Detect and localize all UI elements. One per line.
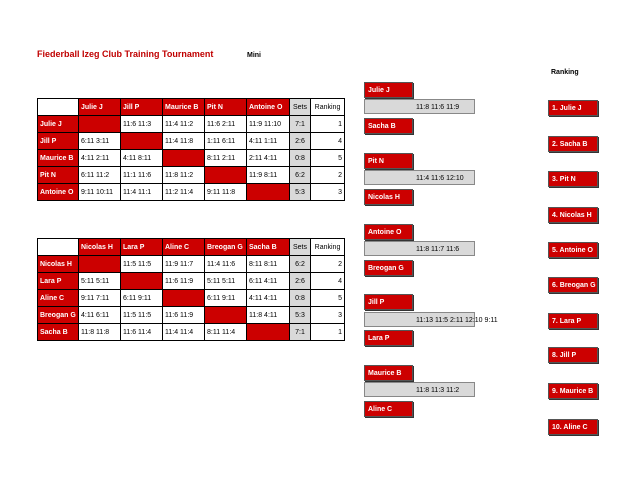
ranking-header: Ranking xyxy=(311,99,345,116)
score-cell: 11:6 2:11 xyxy=(205,116,247,133)
match-score: 11:8 11:3 11:2 xyxy=(364,382,475,397)
self-match-cell xyxy=(121,133,163,150)
column-header: Antoine O xyxy=(247,99,290,116)
table-row xyxy=(38,273,345,290)
score-cell: 4:11 8:11 xyxy=(121,150,163,167)
match-top-player: Pit N xyxy=(364,153,413,169)
match-score: 11:4 11:6 12:10 xyxy=(364,170,475,185)
table-row xyxy=(38,133,345,150)
score-cell: 11:5 11:5 xyxy=(121,307,163,324)
ranking-entry: 5. Antoine O xyxy=(548,242,598,258)
rank-cell: 5 xyxy=(311,290,345,307)
score-cell: 11:1 11:6 xyxy=(121,167,163,184)
column-header: Jill P xyxy=(121,99,163,116)
ranking-entry: 10. Aline C xyxy=(548,419,598,435)
column-header: Julie J xyxy=(79,99,121,116)
tournament-title: Fiederball Izeg Club Training Tournament xyxy=(37,49,214,59)
column-header: Pit N xyxy=(205,99,247,116)
score-cell: 11:6 11:9 xyxy=(163,307,205,324)
score-cell: 4:11 6:11 xyxy=(79,307,121,324)
rank-cell: 2 xyxy=(311,256,345,273)
row-player-name: Antoine O xyxy=(38,184,79,201)
rank-cell: 4 xyxy=(311,133,345,150)
score-cell: 4:11 1:11 xyxy=(247,133,290,150)
self-match-cell xyxy=(79,256,121,273)
match-score: 11:8 11:6 11:9 xyxy=(364,99,475,114)
column-header: Aline C xyxy=(163,239,205,256)
score-cell: 11:8 11:2 xyxy=(163,167,205,184)
score-cell: 11:4 11:6 xyxy=(205,256,247,273)
score-cell: 9:11 7:11 xyxy=(79,290,121,307)
row-player-name: Jill P xyxy=(38,133,79,150)
column-header: Sacha B xyxy=(247,239,290,256)
match-bottom-player: Aline C xyxy=(364,401,413,417)
row-player-name: Sacha B xyxy=(38,324,79,341)
score-cell: 6:11 11:2 xyxy=(79,167,121,184)
row-player-name: Breogan G xyxy=(38,307,79,324)
score-cell: 11:8 11:8 xyxy=(79,324,121,341)
row-player-name: Aline C xyxy=(38,290,79,307)
corner-cell xyxy=(38,239,79,256)
score-cell: 4:11 2:11 xyxy=(79,150,121,167)
ranking-title: Ranking xyxy=(551,69,579,76)
score-cell: 11:4 11:4 xyxy=(163,324,205,341)
table-row xyxy=(38,184,345,201)
score-cell: 11:9 8:11 xyxy=(247,167,290,184)
score-cell: 11:6 11:9 xyxy=(163,273,205,290)
ranking-entry: 4. Nicolas H xyxy=(548,207,598,223)
sets-cell: 5:3 xyxy=(290,307,311,324)
match-score: 11:8 11:7 11:6 xyxy=(364,241,475,256)
match-top-player: Julie J xyxy=(364,82,413,98)
score-cell: 11:5 11:5 xyxy=(121,256,163,273)
match-bottom-player: Breogan G xyxy=(364,260,413,276)
score-cell: 11:4 11:8 xyxy=(163,133,205,150)
self-match-cell xyxy=(121,273,163,290)
match-bottom-player: Nicolas H xyxy=(364,189,413,205)
score-cell: 2:11 4:11 xyxy=(247,150,290,167)
score-cell: 8:11 11:4 xyxy=(205,324,247,341)
score-cell: 11:6 11:4 xyxy=(121,324,163,341)
category-label: Mini xyxy=(247,52,261,59)
rank-cell: 4 xyxy=(311,273,345,290)
group-1-header-row xyxy=(38,99,345,116)
sets-cell: 6:2 xyxy=(290,167,311,184)
rank-cell: 1 xyxy=(311,116,345,133)
corner-cell xyxy=(38,99,79,116)
group-2-table xyxy=(37,238,345,341)
table-row xyxy=(38,324,345,341)
column-header: Breogan G xyxy=(205,239,247,256)
row-player-name: Julie J xyxy=(38,116,79,133)
score-cell: 8:11 8:11 xyxy=(247,256,290,273)
self-match-cell xyxy=(205,167,247,184)
column-header: Nicolas H xyxy=(79,239,121,256)
score-cell: 8:11 2:11 xyxy=(205,150,247,167)
score-cell: 11:6 11:3 xyxy=(121,116,163,133)
match-top-player: Maurice B xyxy=(364,365,413,381)
score-cell: 1:11 6:11 xyxy=(205,133,247,150)
score-cell: 6:11 9:11 xyxy=(121,290,163,307)
column-header: Lara P xyxy=(121,239,163,256)
match-bottom-player: Sacha B xyxy=(364,118,413,134)
match-top-player: Jill P xyxy=(364,294,413,310)
sets-cell: 2:6 xyxy=(290,133,311,150)
self-match-cell xyxy=(163,150,205,167)
match-score: 11:13 11:5 2:11 12:10 9:11 xyxy=(364,312,475,327)
match-bottom-player: Lara P xyxy=(364,330,413,346)
ranking-entry: 2. Sacha B xyxy=(548,136,598,152)
self-match-cell xyxy=(205,307,247,324)
self-match-cell xyxy=(247,184,290,201)
score-cell: 11:8 4:11 xyxy=(247,307,290,324)
row-player-name: Lara P xyxy=(38,273,79,290)
rank-cell: 2 xyxy=(311,167,345,184)
sets-cell: 0:8 xyxy=(290,290,311,307)
score-cell: 11:4 11:1 xyxy=(121,184,163,201)
score-cell: 5:11 5:11 xyxy=(205,273,247,290)
rank-cell: 3 xyxy=(311,184,345,201)
ranking-entry: 1. Julie J xyxy=(548,100,598,116)
table-row xyxy=(38,150,345,167)
score-cell: 11:2 11:4 xyxy=(163,184,205,201)
rank-cell: 3 xyxy=(311,307,345,324)
self-match-cell xyxy=(247,324,290,341)
row-player-name: Nicolas H xyxy=(38,256,79,273)
ranking-entry: 6. Breogan G xyxy=(548,277,598,293)
self-match-cell xyxy=(79,116,121,133)
row-player-name: Pit N xyxy=(38,167,79,184)
score-cell: 11:9 11:10 xyxy=(247,116,290,133)
table-row xyxy=(38,290,345,307)
sets-cell: 0:8 xyxy=(290,150,311,167)
row-player-name: Maurice B xyxy=(38,150,79,167)
sets-header: Sets xyxy=(290,239,311,256)
sets-cell: 2:6 xyxy=(290,273,311,290)
table-row xyxy=(38,167,345,184)
sets-cell: 5:3 xyxy=(290,184,311,201)
sets-header: Sets xyxy=(290,99,311,116)
column-header: Maurice B xyxy=(163,99,205,116)
sets-cell: 6:2 xyxy=(290,256,311,273)
sets-cell: 7:1 xyxy=(290,116,311,133)
score-cell: 5:11 5:11 xyxy=(79,273,121,290)
ranking-entry: 9. Maurice B xyxy=(548,383,598,399)
rank-cell: 1 xyxy=(311,324,345,341)
self-match-cell xyxy=(163,290,205,307)
table-row xyxy=(38,256,345,273)
match-top-player: Antoine O xyxy=(364,224,413,240)
rank-cell: 5 xyxy=(311,150,345,167)
ranking-entry: 3. Pit N xyxy=(548,171,598,187)
group-2-header-row xyxy=(38,239,345,256)
score-cell: 9:11 11:8 xyxy=(205,184,247,201)
score-cell: 11:4 11:2 xyxy=(163,116,205,133)
ranking-header: Ranking xyxy=(311,239,345,256)
table-row xyxy=(38,307,345,324)
score-cell: 11:9 11:7 xyxy=(163,256,205,273)
score-cell: 6:11 4:11 xyxy=(247,273,290,290)
table-row xyxy=(38,116,345,133)
ranking-entry: 7. Lara P xyxy=(548,313,598,329)
ranking-entry: 8. Jill P xyxy=(548,347,598,363)
score-cell: 6:11 3:11 xyxy=(79,133,121,150)
sets-cell: 7:1 xyxy=(290,324,311,341)
score-cell: 6:11 9:11 xyxy=(205,290,247,307)
group-1-table xyxy=(37,98,345,201)
score-cell: 4:11 4:11 xyxy=(247,290,290,307)
score-cell: 9:11 10:11 xyxy=(79,184,121,201)
